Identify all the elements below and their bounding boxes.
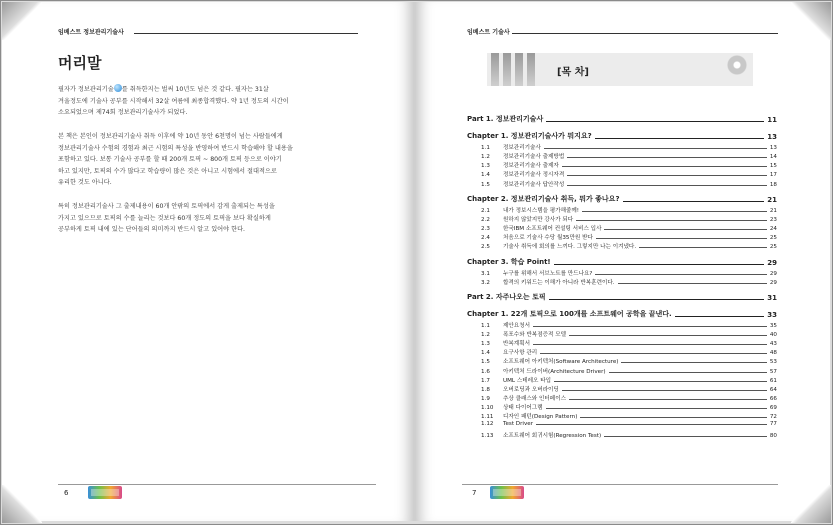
toc-entry-number: 1.13 [481, 432, 494, 439]
toc-page-number: 80 [769, 432, 777, 439]
toc-leader [595, 138, 765, 139]
page-curl-bottom-left[interactable] [2, 485, 42, 523]
toc-entry[interactable] [467, 242, 777, 250]
toc-label: 디자인 패턴(Design Pattern) [503, 414, 578, 421]
toc-entry-number: 1.10 [481, 405, 494, 412]
toc-entry-number: 2.4 [481, 235, 490, 242]
publisher-logo [88, 486, 122, 499]
toc-heading[interactable] [467, 292, 777, 302]
toc-entry[interactable] [467, 278, 777, 286]
right-running-header: 임베스트 기술사 [467, 29, 510, 36]
toc-page-number: 13 [769, 145, 777, 151]
banner-stripe [503, 53, 511, 86]
toc-label: Part 1. 정보관리기술사 [467, 115, 544, 123]
toc-entry[interactable] [467, 431, 777, 439]
toc-leader [675, 316, 765, 317]
toc-entry[interactable] [467, 330, 777, 338]
toc-entry-number: 3.2 [481, 279, 490, 286]
page-title: 머리말 [58, 54, 102, 72]
preface-line: 하고 있지만, 토픽의 수가 많다고 학습량이 많은 것은 아니고 시험에서 절대적으로 [58, 167, 277, 175]
toc-leader [533, 344, 767, 345]
toc-page-number: 17 [769, 172, 777, 179]
toc-label: 추상 클래스와 인터페이스 [503, 396, 566, 402]
toc-page-number: 35 [769, 322, 777, 329]
toc-label: Chapter 2. 정보관리기술사 취득, 뭐가 좋나요? [467, 194, 620, 203]
toc-page-number: 21 [767, 195, 777, 204]
toc-entry[interactable] [467, 367, 777, 375]
toc-leader [604, 229, 766, 230]
preface-line: 가지고 있으므로 토픽의 수를 늘리는 것보다 60개 정도의 토픽을 보다 확실하게 [58, 214, 271, 222]
toc-leader [582, 211, 767, 212]
toc-label: Part 2. 자주나오는 토픽 [467, 292, 546, 301]
toc-page-number: 77 [769, 421, 777, 428]
toc-heading[interactable] [467, 194, 777, 204]
toc-leader [618, 283, 767, 284]
toc-label: 요구사항 관리 [503, 350, 538, 357]
toc-heading[interactable] [467, 309, 777, 319]
toc-entry[interactable] [467, 161, 777, 169]
left-page-number: 6 [64, 489, 69, 497]
toc-page-number: 31 [767, 293, 777, 302]
toc-leader [546, 121, 764, 122]
toc-page-number: 13 [767, 133, 777, 141]
toc-page-number: 25 [769, 235, 777, 242]
toc-leader [639, 247, 767, 248]
toc-entry[interactable] [467, 180, 777, 188]
preface-line: 정보관리기술사 수험의 경험과 최근 시험의 특성을 반영하여 반드시 학습해야 할 내용을 [58, 144, 293, 152]
flower-ornament-icon [727, 55, 747, 75]
toc-entry-number: 1.6 [481, 368, 490, 375]
toc-label: 반복계획서 [503, 341, 531, 348]
toc-page-number: 18 [769, 181, 777, 188]
toc-page-number: 24 [769, 226, 777, 233]
toc-label: 내가 정보시스템을 평가해줄께! [503, 207, 580, 214]
toc-entry-number: 1.11 [481, 414, 494, 421]
toc-entry[interactable] [467, 224, 777, 232]
toc-entry[interactable] [467, 215, 777, 223]
toc-page-number: 69 [769, 405, 777, 412]
toc-heading[interactable] [467, 114, 777, 124]
toc-banner [487, 53, 753, 86]
toc-label: 폭포수와 반복점증적 모델 [503, 331, 566, 338]
left-page [2, 2, 413, 521]
toc-label: 정보관리기술사 출제방법 [503, 154, 565, 161]
toc-leader [540, 353, 767, 354]
toc-leader [554, 381, 767, 382]
toc-label: 한국IBM 소프트웨어 컨설팅 서비스 입사 [503, 226, 602, 233]
right-footer-rule [462, 484, 778, 485]
preface-line: 소요되었으며 제74회 정보관리기술사가 되었다. [58, 109, 188, 116]
toc-label: Chapter 3. 학습 Point! [467, 257, 551, 266]
toc-leader [604, 436, 767, 437]
toc-page-number: 66 [769, 396, 777, 402]
toc-page-number: 61 [769, 377, 777, 384]
toc-label: 처음으로 기술사 수당 월35만원 받다 [503, 235, 593, 242]
toc-entry[interactable] [467, 269, 777, 277]
toc-page-number: 15 [769, 163, 777, 170]
toc-page-number: 48 [769, 350, 777, 357]
toc-label: UML 스테레오 타입 [503, 377, 552, 384]
preface-paragraph-3 [58, 201, 374, 236]
toc-label: 소프트웨어 회귀시험(Regression Test) [503, 432, 602, 439]
toc-entry-number: 2.5 [481, 244, 490, 251]
toc-leader [544, 148, 767, 149]
banner-stripe [527, 53, 535, 86]
preface-line: 겨울정도에 기술사 공부를 시작해서 32살 여름에 최종합격했다. 약 1년 정도의 시간이 [58, 97, 289, 105]
left-footer-rule [58, 484, 376, 485]
toc-leader [549, 299, 765, 300]
toc-label: 합격의 키워드는 이해가 아니라 반복훈련이다. [503, 279, 615, 286]
banner-stripe [515, 53, 523, 86]
toc-entry[interactable] [467, 357, 777, 365]
toc-page-number: 21 [769, 207, 777, 214]
right-header-rule [512, 33, 778, 34]
toc-page-number: 14 [769, 154, 777, 161]
toc-entry[interactable] [467, 170, 777, 178]
toc-leader [623, 201, 765, 202]
toc-entry[interactable] [467, 385, 777, 393]
toc-leader [569, 335, 767, 336]
toc-label: 정보관리기술사 정시자격 [503, 172, 565, 179]
toc-leader [569, 399, 767, 400]
toc-entry-number: 1.8 [481, 386, 490, 393]
toc-page-number: 53 [769, 359, 777, 366]
toc-entry-number: 1.9 [481, 396, 490, 402]
toc-leader [554, 264, 765, 265]
toc-leader [580, 417, 766, 418]
toc-leader [533, 326, 767, 327]
toc-leader [609, 372, 767, 373]
toc-label: Test Driver [503, 421, 534, 428]
toc-entry[interactable] [467, 152, 777, 160]
toc-leader [595, 274, 767, 275]
toc-page-number: 29 [769, 279, 777, 286]
toc-page-number: 64 [769, 386, 777, 393]
toc-entry[interactable] [467, 412, 777, 420]
preface-line: 본 책은 본인이 정보관리기술사 취득 이후에 약 10년 동안 6천명이 넘는 사람들에게 [58, 133, 283, 140]
publisher-logo [490, 486, 524, 499]
toc-entry[interactable] [467, 206, 777, 214]
toc-entry[interactable] [467, 376, 777, 384]
preface-paragraph-1 [58, 84, 374, 119]
toc-page-number: 43 [769, 341, 777, 348]
toc-entry-number: 2.2 [481, 216, 490, 223]
toc-page-number: 40 [769, 331, 777, 338]
toc-entry-number: 1.1 [481, 145, 490, 151]
toc-leader [546, 408, 767, 409]
preface-line: 특히 정보관리기술사 그 출제내용이 60개 안팎의 토픽에서 감게 출제되는 특성을 [58, 203, 275, 210]
toc-entry[interactable] [467, 339, 777, 347]
toc-entry-number: 1.1 [481, 322, 490, 329]
toc-leader [567, 185, 767, 186]
page-curl-top-left[interactable] [2, 2, 42, 40]
toc-label: 제안요청서 [503, 322, 531, 329]
toc-label: 아키텍처 드라이버(Architecture Driver) [503, 368, 606, 375]
toc-entry-number: 2.3 [481, 226, 490, 233]
toc-heading[interactable] [467, 131, 777, 141]
toc-page-number: 33 [767, 310, 777, 319]
toc-label: Chapter 1. 정보관리기술사가 뭐지요? [467, 132, 592, 140]
toc-entry[interactable] [467, 421, 777, 427]
toc-entry-number: 2.1 [481, 207, 490, 214]
preface-line: 유리한 것도 아니다. [58, 179, 112, 186]
toc-page-number: 11 [767, 116, 777, 124]
toc-heading[interactable] [467, 257, 777, 267]
toc-page-number: 25 [769, 244, 777, 251]
preface-line: 포함하고 있다. 보통 기술사 공부를 할 때 200개 토픽 ~ 800개 토픽 등으로 이야기 [58, 156, 282, 163]
toc-page-number: 23 [769, 216, 777, 223]
page-curl-bottom-right[interactable] [791, 485, 831, 523]
toc-label: 원하지 않았지만 강사가 되다 [503, 216, 574, 223]
toc-page-number: 72 [769, 414, 777, 421]
toc-entry-number: 1.2 [481, 331, 490, 338]
toc-entry[interactable] [467, 143, 777, 151]
left-header-rule [134, 33, 358, 34]
toc-entry-number: 3.1 [481, 270, 490, 277]
globe-icon [114, 84, 122, 92]
toc-leader [536, 424, 767, 425]
toc-label: 소프트웨어 아키텍처(Software Architecture) [503, 359, 619, 366]
toc-label: 기술사 취득에 회의를 느끼다. 그렇지만 나는 이겨냈다. [503, 244, 637, 251]
toc-entry-number: 1.5 [481, 181, 490, 188]
toc-entry-number: 1.12 [481, 421, 494, 428]
preface-line: 공부하게 토픽 내에 있는 단어들의 의미까지 반드시 알고 있어야 한다. [58, 226, 246, 233]
preface-line: 필자가 정보관리기술 를 취득한지는 벌써 10년도 넘은 것 같다. 필자는 31살 [58, 86, 269, 93]
toc-leader [576, 220, 767, 221]
toc-entry-number: 1.3 [481, 341, 490, 348]
toc-leader [621, 362, 766, 363]
toc-page-number: 29 [767, 258, 777, 267]
toc-title: [목 차] [557, 67, 589, 78]
preface-paragraph-2 [58, 131, 374, 189]
toc-leader [567, 157, 767, 158]
toc-entry-number: 1.7 [481, 377, 490, 384]
toc-leader [562, 166, 767, 167]
toc-label: 오버로딩과 오버라이딩 [503, 386, 559, 393]
toc-label: 정보관리기술사 답안작성 [503, 181, 565, 188]
toc-label: Chapter 1. 22개 토픽으로 100개를 소프트웨어 공학을 끝낸다. [467, 309, 672, 318]
toc-entry-number: 1.4 [481, 350, 490, 357]
toc-page-number: 29 [769, 270, 777, 277]
toc-entry-number: 1.3 [481, 163, 490, 170]
toc-entry-number: 1.2 [481, 154, 490, 161]
left-running-header: 임베스트 정보관리기술사 [58, 29, 124, 36]
page-curl-top-right[interactable] [791, 2, 831, 40]
toc-leader [567, 175, 767, 176]
right-page-number: 7 [472, 489, 477, 497]
toc-label: 정보관리기술사 출제자 [503, 163, 559, 170]
toc-label: 누구를 위해서 서브노트를 만드나요? [503, 270, 593, 277]
toc-entry[interactable] [467, 348, 777, 356]
toc-entry[interactable] [467, 321, 777, 329]
toc-entry[interactable] [467, 403, 777, 411]
toc-label: 정보관리기술사 [503, 145, 541, 151]
toc-label: 상태 다이어그램 [503, 405, 543, 412]
toc-leader [596, 238, 767, 239]
banner-stripe [491, 53, 499, 86]
toc-leader [562, 390, 767, 391]
toc-entry-number: 1.5 [481, 359, 490, 366]
toc-entry[interactable] [467, 394, 777, 402]
toc-page-number: 57 [769, 368, 777, 375]
toc-entry[interactable] [467, 233, 777, 241]
toc-entry-number: 1.4 [481, 172, 490, 179]
